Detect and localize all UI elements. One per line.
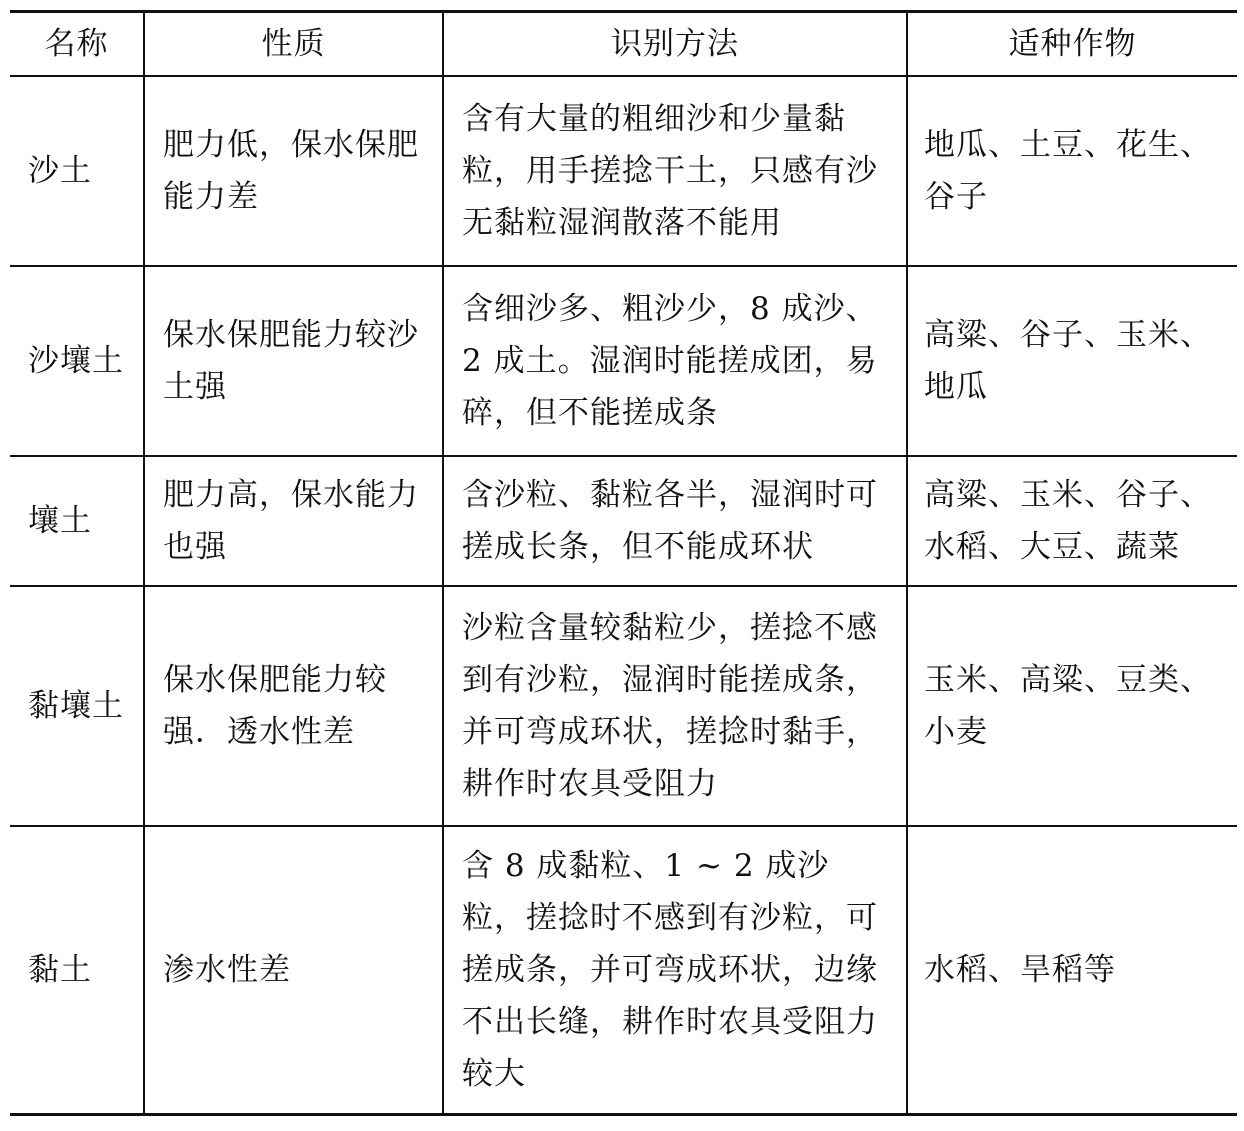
cell-name: 黏土 [10, 826, 144, 1114]
cell-method: 含沙粒、黏粒各半，湿润时可搓成长条，但不能成环状 [443, 456, 907, 586]
cell-crops: 高粱、玉米、谷子、水稻、大豆、蔬菜 [907, 456, 1237, 586]
cell-crops: 地瓜、土豆、花生、谷子 [907, 76, 1237, 266]
cell-crops: 高粱、谷子、玉米、地瓜 [907, 266, 1237, 456]
header-name: 名称 [10, 12, 144, 77]
cell-property: 肥力高，保水能力也强 [144, 456, 443, 586]
cell-name: 沙壤土 [10, 266, 144, 456]
cell-property: 保水保肥能力较沙土强 [144, 266, 443, 456]
header-crops: 适种作物 [907, 12, 1237, 77]
cell-method: 含有大量的粗细沙和少量黏粒，用手搓捻干土，只感有沙无黏粒湿润散落不能用 [443, 76, 907, 266]
table-row [10, 586, 1237, 826]
cell-name: 沙土 [10, 76, 144, 266]
cell-property: 肥力低，保水保肥能力差 [144, 76, 443, 266]
header-row [10, 12, 1237, 77]
cell-property: 渗水性差 [144, 826, 443, 1114]
cell-property: 保水保肥能力较强．透水性差 [144, 586, 443, 826]
table-row [10, 826, 1237, 1114]
header-property: 性质 [144, 12, 443, 77]
table-row [10, 266, 1237, 456]
cell-crops: 玉米、高粱、豆类、小麦 [907, 586, 1237, 826]
cell-method: 沙粒含量较黏粒少，搓捻不感到有沙粒，湿润时能搓成条，并可弯成环状，搓捻时黏手，耕作时农具受阻力 [443, 586, 907, 826]
cell-method: 含细沙多、粗沙少，8 成沙、2 成土。湿润时能搓成团，易碎，但不能搓成条 [443, 266, 907, 456]
cell-method: 含 8 成黏粒、1 ~ 2 成沙粒，搓捻时不感到有沙粒，可搓成条，并可弯成环状，边缘不出长缝，耕作时农具受阻力较大 [443, 826, 907, 1114]
table-row [10, 76, 1237, 266]
header-method: 识别方法 [443, 12, 907, 77]
soil-classification-table [10, 10, 1237, 1116]
cell-name: 壤土 [10, 456, 144, 586]
cell-crops: 水稻、旱稻等 [907, 826, 1237, 1114]
table-row [10, 456, 1237, 586]
cell-name: 黏壤土 [10, 586, 144, 826]
